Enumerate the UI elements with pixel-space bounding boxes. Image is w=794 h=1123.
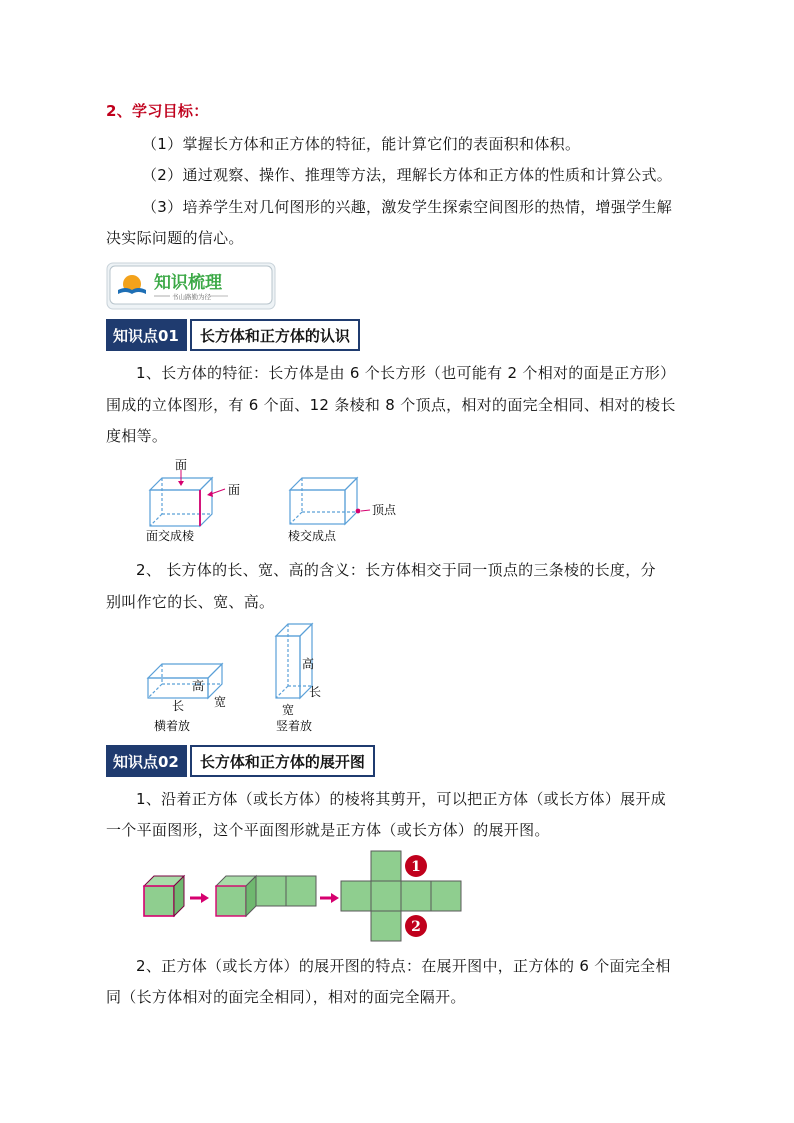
kp01-para2-line2: 别叫作它的长、宽、高。 <box>106 593 275 611</box>
badge-1-text: 1 <box>411 859 421 875</box>
kp01-tag: 知识点01 <box>106 319 187 351</box>
kp02-name: 长方体和正方体的展开图 <box>190 745 375 777</box>
label-face-side: 面 <box>228 483 241 497</box>
kp02-para2-line1: 2、正方体（或长方体）的展开图的特点：在展开图中，正方体的 6 个面完全相 <box>136 957 671 975</box>
goals-title: 2、学习目标： <box>106 102 209 120</box>
kp01-para1-line3: 度相等。 <box>106 427 168 445</box>
cuboid-right <box>290 478 357 524</box>
cube-partial-unfold <box>216 876 316 916</box>
label-width-2: 宽 <box>282 703 295 717</box>
caption-horizontal: 横着放 <box>154 719 191 733</box>
arrow-right-icon-2 <box>320 893 339 903</box>
figure-length-width-height <box>140 618 340 738</box>
goal-item-3: （3）培养学生对几何图形的兴趣，激发学生探索空间图形的热情，增强学生解 <box>142 198 673 216</box>
label-length-1: 长 <box>172 699 185 713</box>
banner-subtitle: 书山路勤为径 <box>172 293 211 301</box>
caption-face-edge: 面交成棱 <box>146 529 195 543</box>
goal-item-3-cont: 决实际问题的信心。 <box>106 229 244 247</box>
caption-edge-point: 棱交成点 <box>288 529 337 543</box>
label-height-2: 高 <box>302 657 315 671</box>
kp01-name: 长方体和正方体的认识 <box>190 319 360 351</box>
figure-face-edge-vertex <box>140 456 420 546</box>
label-length-2: 长 <box>309 685 322 699</box>
kp02-header <box>106 745 375 777</box>
label-vertex: 顶点 <box>372 503 397 517</box>
kp02-para1-line2: 一个平面图形，这个平面图形就是正方体（或长方体）的展开图。 <box>106 821 550 839</box>
kp02-para1-line1: 1、沿着正方体（或长方体）的棱将其剪开，可以把正方体（或长方体）展开成 <box>136 790 667 808</box>
label-height-1: 高 <box>192 679 205 693</box>
arrow-right-icon-1 <box>190 893 209 903</box>
banner-title: 知识梳理 <box>154 273 222 293</box>
kp01-para2-line1: 2、 长方体的长、宽、高的含义：长方体相交于同一顶点的三条棱的长度，分 <box>136 561 656 579</box>
label-face-top: 面 <box>175 458 188 472</box>
figure-cube-net <box>140 846 470 946</box>
kp01-header <box>106 319 360 351</box>
badge-2-text: 2 <box>411 919 421 935</box>
goal-item-1: （1）掌握长方体和正方体的特征，能计算它们的表面积和体积。 <box>142 135 581 153</box>
cuboid-horizontal <box>148 664 222 698</box>
kp02-para2-line2: 同（长方体相对的面完全相同），相对的面完全隔开。 <box>106 988 466 1006</box>
goal-item-2: （2）通过观察、操作、推理等方法，理解长方体和正方体的性质和计算公式。 <box>142 166 673 184</box>
kp02-tag: 知识点02 <box>106 745 187 777</box>
caption-vertical: 竖着放 <box>276 719 313 733</box>
knowledge-banner <box>106 262 276 310</box>
cube-solid <box>144 876 184 916</box>
kp01-para1-line2: 围成的立体图形，有 6 个面、12 条棱和 8 个顶点，相对的面完全相同、相对的棱长 <box>106 396 676 414</box>
cube-net <box>341 851 461 941</box>
label-width-1: 宽 <box>214 695 227 709</box>
kp01-para1-line1: 1、长方体的特征：长方体是由 6 个长方形（也可能有 2 个相对的面是正方形） <box>136 364 676 382</box>
